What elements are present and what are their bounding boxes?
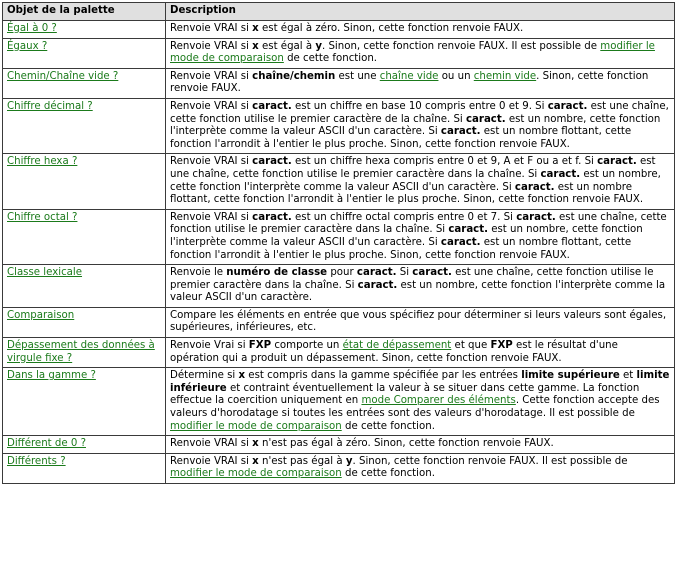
description-term: limite supérieure: [521, 370, 620, 382]
description-term: caract.: [597, 156, 637, 168]
description-text: . Sinon, cette fonction renvoie FAUX. Il est possible de: [321, 40, 601, 52]
palette-object-cell: [3, 38, 166, 68]
palette-object-link[interactable]: Chiffre hexa ?: [7, 156, 78, 168]
palette-object-cell: [3, 368, 166, 436]
palette-object-cell: [3, 98, 166, 153]
description-text: est un chiffre hexa compris entre 0 et 9, A et F ou a et f. Si: [291, 156, 598, 168]
palette-object-cell: [3, 21, 166, 39]
description-term: caract.: [448, 224, 488, 236]
description-link[interactable]: modifier le mode de comparaison: [170, 40, 655, 65]
description-term: x: [252, 438, 259, 450]
palette-object-cell: [3, 307, 166, 337]
description-link[interactable]: chemin vide: [473, 70, 537, 82]
header-description: Description: [166, 3, 675, 21]
description-text: est égal à zéro. Sinon, cette fonction renvoie FAUX.: [258, 23, 524, 34]
description-term: caract.: [440, 236, 481, 248]
description-text: . Sinon, cette fonction renvoie FAUX. Il est possible de: [352, 455, 628, 467]
description-text: n'est pas égal à zéro. Sinon, cette fonction renvoie FAUX.: [258, 438, 554, 450]
palette-object-link[interactable]: Chiffre décimal ?: [7, 100, 93, 112]
description-term: caract.: [514, 181, 555, 193]
description-term: x: [252, 455, 259, 467]
description-text: est un nombre, cette fonction l'interprète comme la valeur ASCII d'un caractère. Si: [170, 168, 661, 193]
description-cell: [166, 453, 675, 483]
description-text: est une chaîne, cette fonction utilise le premier caractère dans la chaîne. Si: [170, 267, 654, 291]
description-text: et que: [451, 340, 491, 352]
table-row: [3, 68, 675, 98]
description-text: est un nombre flottant, cette fonction l'arrondit à l'entier le plus proche. Sinon, cette fonction renvoie FAUX.: [170, 126, 632, 150]
palette-object-cell: [3, 436, 166, 454]
description-text: est compris dans la gamme spécifiée par les entrées: [245, 370, 522, 382]
description-term: caract.: [466, 113, 506, 125]
description-cell: [166, 436, 675, 454]
description-text: Renvoie le: [170, 267, 227, 279]
table-row: [3, 98, 675, 153]
description-text: ou un: [438, 70, 474, 82]
palette-object-cell: [3, 154, 166, 209]
palette-object-cell: [3, 453, 166, 483]
description-cell: [166, 68, 675, 98]
palette-object-link[interactable]: Dépassement des données à virgule fixe ?: [7, 340, 155, 364]
description-link[interactable]: état de dépassement: [342, 340, 452, 352]
description-text: est un chiffre octal compris entre 0 et 7. Si: [291, 211, 517, 223]
description-term: x: [252, 40, 259, 52]
description-term: caract.: [357, 279, 398, 291]
description-text: est un nombre flottant, cette fonction l'arrondit à l'entier le plus proche. Sinon, cette fonction renvoie FAUX.: [170, 236, 632, 261]
palette-object-link[interactable]: Différents ?: [7, 455, 66, 467]
description-text: est un chiffre en base 10 compris entre 0 et 9. Si: [291, 100, 548, 112]
description-text: Renvoie VRAI si: [170, 23, 253, 34]
description-text: est une chaîne, cette fonction utilise le premier caractère dans la chaîne. Si: [170, 211, 667, 236]
description-term: caract.: [516, 211, 556, 223]
description-cell: [166, 38, 675, 68]
palette-object-cell: [3, 338, 166, 368]
description-text: est une: [335, 70, 380, 82]
description-text: Renvoie VRAI si: [170, 70, 253, 82]
description-term: numéro de classe: [226, 267, 328, 279]
palette-object-link[interactable]: Classe lexicale: [7, 267, 83, 279]
description-term: caract.: [252, 211, 292, 223]
table-row: [3, 21, 675, 39]
description-text: Renvoie VRAI si: [170, 438, 253, 450]
description-text: comporte un: [271, 340, 343, 352]
description-text: de cette fonction.: [283, 53, 378, 65]
palette-table: [2, 2, 675, 484]
table-row: [3, 453, 675, 483]
palette-object-cell: [3, 265, 166, 308]
description-term: x: [238, 370, 246, 382]
description-link[interactable]: modifier le mode de comparaison: [170, 420, 342, 432]
description-term: caract.: [440, 126, 481, 138]
description-cell: [166, 338, 675, 368]
palette-object-link[interactable]: Égaux ?: [7, 40, 48, 52]
description-text: . Sinon, cette fonction renvoie FAUX.: [170, 70, 649, 95]
palette-object-cell: [3, 68, 166, 98]
description-term: x: [252, 23, 259, 34]
table-row: [3, 338, 675, 368]
description-link[interactable]: chaîne vide: [379, 70, 439, 82]
description-text: est égal à: [258, 40, 316, 52]
description-text: pour: [327, 267, 357, 279]
description-term: y: [315, 40, 322, 52]
description-text: et contraint éventuellement la valeur à se situer dans cette gamme. La fonction effectue la coercition uniquement en: [170, 382, 640, 407]
description-cell: [166, 21, 675, 39]
description-text: Renvoie Vrai si: [170, 340, 249, 352]
description-cell: [166, 307, 675, 337]
description-term: caract.: [547, 100, 588, 112]
description-link[interactable]: mode Comparer des éléments: [361, 395, 516, 407]
description-text: de cette fonction.: [341, 420, 435, 432]
description-text: est une chaîne, cette fonction utilise le premier caractère dans la chaîne. Si: [170, 156, 656, 180]
palette-object-cell: [3, 209, 166, 264]
description-term: caract.: [252, 100, 292, 112]
palette-object-link[interactable]: Comparaison: [7, 309, 75, 321]
table-header-row: [3, 3, 675, 21]
description-text: est un nombre, cette fonction l'interprète comme la valeur ASCII d'un caractère.: [170, 279, 666, 304]
table-row: [3, 436, 675, 454]
description-text: Renvoie VRAI si: [170, 100, 253, 112]
description-text: Renvoie VRAI si: [170, 455, 253, 467]
description-term: limite inférieure: [170, 370, 670, 394]
description-link[interactable]: modifier le mode de comparaison: [170, 468, 342, 480]
description-term: caract.: [356, 267, 397, 279]
description-term: y: [345, 455, 353, 467]
description-text: est le résultat d'une opération qui a produit un dépassement. Sinon, cette fonction renvoie FAUX.: [170, 340, 618, 364]
description-text: est un nombre, cette fonction l'interprète comme la valeur ASCII d'un caractère. Si: [170, 113, 661, 138]
description-cell: [166, 154, 675, 209]
palette-object-link[interactable]: Différent de 0 ?: [7, 438, 86, 450]
description-term: caract.: [252, 156, 292, 168]
description-term: FXP: [490, 340, 513, 352]
table-body: [3, 21, 675, 484]
description-cell: [166, 98, 675, 153]
table-row: [3, 154, 675, 209]
description-text: est une chaîne, cette fonction utilise le premier caractère de la chaîne. Si: [170, 100, 669, 125]
description-cell: [166, 209, 675, 264]
palette-object-link[interactable]: Chemin/Chaîne vide ?: [7, 70, 119, 82]
description-term: FXP: [248, 340, 272, 352]
table-row: [3, 265, 675, 308]
description-text: . Cette fonction accepte des valeurs d'horodatage si toutes les entrées sont des valeurs d'horodatage. Il est possible de: [170, 395, 660, 420]
description-term: chaîne/chemin: [252, 70, 336, 82]
table-row: [3, 38, 675, 68]
palette-object-link[interactable]: Dans la gamme ?: [7, 370, 96, 382]
description-text: de cette fonction.: [341, 468, 435, 480]
table-row: [3, 368, 675, 436]
table-row: [3, 307, 675, 337]
header-palette-object: Objet de la palette: [3, 3, 166, 21]
table-row: [3, 209, 675, 264]
palette-object-link[interactable]: Chiffre octal ?: [7, 211, 78, 223]
description-term: caract.: [412, 267, 452, 279]
description-term: caract.: [540, 168, 581, 180]
description-text: Renvoie VRAI si: [170, 40, 253, 52]
description-cell: [166, 368, 675, 436]
description-text: Si: [396, 267, 413, 279]
description-text: Renvoie VRAI si: [170, 211, 253, 223]
description-text: est un nombre, cette fonction l'interprète comme la valeur ASCII d'un caractère. Si: [170, 224, 643, 248]
description-text: Compare les éléments en entrée que vous spécifiez pour déterminer si leurs valeurs sont égales, supérieures, inférieures, etc.: [170, 309, 667, 334]
description-text: Détermine si: [170, 370, 239, 382]
description-text: n'est pas égal à: [258, 455, 346, 467]
palette-object-link[interactable]: Égal à 0 ?: [7, 23, 57, 34]
description-cell: [166, 265, 675, 308]
description-text: est un nombre flottant, cette fonction l'arrondit à l'entier le plus proche. Sinon, cette fonction renvoie FAUX.: [170, 181, 644, 206]
description-text: et: [619, 370, 637, 382]
description-text: Renvoie VRAI si: [170, 156, 253, 168]
